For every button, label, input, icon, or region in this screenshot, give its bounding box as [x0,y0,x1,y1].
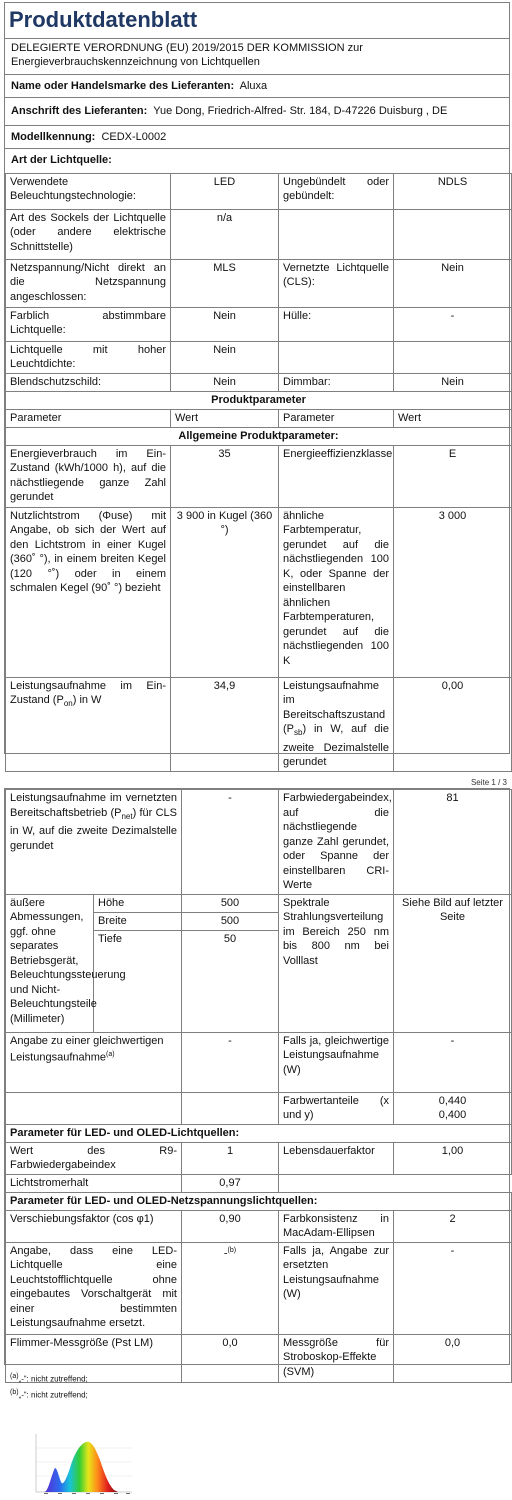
value-cell: 0,97 [182,1174,279,1192]
value-cell: 34,9 [171,677,279,771]
footnote-a [10,1372,88,1385]
table-row [6,1174,512,1192]
page-title: Produktdatenblatt [5,3,509,39]
address-label: Anschrift des Lieferanten: [11,104,148,117]
general-params-heading: Allgemeine Produktparameter: [6,427,512,445]
label-cell: Art des Sockels der Lichtquelle (oder andere elektrische Schnittstelle) [6,209,171,259]
label-cell [6,1032,182,1092]
label-cell: Messgröße für Stroboskop-Effekte (SVM) [279,1334,394,1382]
table-row [6,209,512,259]
table-row [6,790,512,895]
value-cell: 1,00 [394,1142,512,1174]
footnote-b [10,1388,88,1401]
model-label: Modellkennung: [11,130,96,143]
value-cell: 0,0 [182,1334,279,1382]
label-cell: Farblich abstimmbare Lichtquelle: [6,307,171,341]
value-cell [394,209,512,259]
chroma-y: 0,400 [438,1109,467,1121]
model-row [5,126,509,149]
label-text: ) in W, auf die zweite Dezimalstelle gerundet [283,723,389,769]
dimensions-row [6,894,512,912]
dim-value: 500 [182,894,279,912]
label-cell: Nutzlichtstrom (Φuse) mit Angabe, ob sich der Wert auf den Lichtstrom in einer Kugel (360˚ °), in einem breiten Kegel (120 °˚) oder in einem schmalen Kegel (90˚ °) bezieht [6,507,171,677]
parameters-table-continued [5,789,512,1383]
label-cell: Netzspannung/Nicht direkt an die Netzspannung angeschlossen: [6,259,171,307]
footnote-mark: (b) [10,1389,19,1396]
table-row [6,507,512,677]
label-cell: Dimmbar: [279,373,394,391]
value-cell: 0,00 [394,677,512,771]
table-row [6,259,512,307]
dim-value: 50 [182,930,279,1032]
param-header-row [6,409,512,427]
value-cell: - [394,1032,512,1092]
label-cell: Blendschutzschild: [6,373,171,391]
table-row [6,1032,512,1092]
dimensions-label: äußere Abmessungen, ggf. ohne separates Betriebsgerät, Beleuchtungssteuerung und Nicht-Beleuchtungsteile (Millimeter) [6,894,94,1032]
dim-label: Höhe [94,894,182,912]
label-cell: Energieeffizienzklasse [279,445,394,507]
regulation-intro: DELEGIERTE VERORDNUNG (EU) 2019/2015 DER KOMMISSION zur Energieverbrauchskennzeichnung von Lichtquellen [5,39,509,75]
table-row [6,373,512,391]
value-cell: - [394,1242,512,1334]
empty-cell [182,1092,279,1124]
column-header: Parameter [6,409,171,427]
value-cell: - [182,1032,279,1092]
label-text: ) in W [72,694,102,707]
light-source-type-heading [5,149,509,173]
label-text: ) für CLS in W, auf die zweite Dezimalstelle gerundet [10,806,177,852]
table-row [6,1242,512,1334]
label-cell: Lichtquelle mit hoher Leuchtdichte: [6,341,171,373]
section-heading-row [6,1124,512,1142]
label-cell: Verschiebungsfaktor (cos φ1) [6,1210,182,1242]
value-cell: MLS [171,259,279,307]
column-header: Wert [394,409,512,427]
value-cell: 0,0 [394,1334,512,1382]
model-value: CEDX-L0002 [101,130,167,143]
value-cell: 3 000 [394,507,512,677]
empty-cell [279,1174,512,1192]
page-number: Seite 1 / 3 [470,778,507,787]
table-row [6,677,512,771]
value-cell: 1 [182,1142,279,1174]
label-cell: ähnliche Farbtemperatur, gerundet auf die nächstliegenden 100 K, oder Spanne der einstellbaren ähnlichen Farbtemperaturen, gerundet auf die nächstliegenden 100 K [279,507,394,677]
label-cell: Hülle: [279,307,394,341]
value-cell: Nein [394,373,512,391]
label-cell: Energieverbrauch im Ein-Zustand (kWh/1000 h), auf die nächstliegende ganze Zahl gerundet [6,445,171,507]
led-mains-heading: Parameter für LED- und OLED-Netzspannungslichtquellen: [6,1192,512,1210]
label-cell: Lebensdauerfaktor [279,1142,394,1174]
value-cell: 0,90 [182,1210,279,1242]
label-subscript: on [63,699,73,709]
value-cell: 3 900 in Kugel (360 °) [171,507,279,677]
label-cell: Farbkonsistenz in MacAdam-Ellipsen [279,1210,394,1242]
table-row [6,173,512,209]
chroma-x: 0,440 [438,1094,467,1107]
footnote-mark: (a) [106,1051,115,1058]
label-cell: Farbwertanteile (x und y) [279,1092,394,1124]
column-header: Wert [171,409,279,427]
value-cell: 2 [394,1210,512,1242]
label-cell: Lichtstromerhalt [6,1174,182,1192]
label-cell: Vernetzte Lichtquelle (CLS): [279,259,394,307]
label-cell: Falls ja, Angabe zur ersetzten Leistungsaufnahme (W) [279,1242,394,1334]
label-subscript: net [121,811,133,821]
dim-value: 500 [182,912,279,930]
spectral-distribution-image [28,1430,136,1500]
light-source-table [5,173,512,772]
datasheet-page-1 [4,2,510,769]
section-heading-row [6,427,512,445]
supplier-row [5,75,509,98]
section-heading-row [6,391,512,409]
value-cell: - [182,790,279,895]
supplier-label: Name oder Handelsmarke des Lieferanten: [11,79,235,92]
spectrum-ticks [44,1493,130,1494]
value-cell: 35 [171,445,279,507]
value-cell: LED [171,173,279,209]
label-text: Leistungsaufnahme im vernetzten Bereitschaftsbetrieb (P [10,792,177,819]
table-row [6,1210,512,1242]
value-cell: Nein [171,373,279,391]
datasheet-page-2 [4,788,510,1378]
value-cell [182,1242,279,1334]
supplier-value: Aluxa [239,79,268,92]
table-row [6,307,512,341]
value-text: - [223,1247,228,1260]
footnote-mark: (b) [227,1246,237,1254]
dim-label: Tiefe [94,930,182,1032]
label-text: Angabe zu einer gleichwertigen Leistungsaufnahme [10,1034,164,1064]
value-cell: E [394,445,512,507]
label-cell: Farbwiedergabeindex, auf die nächstliegende ganze Zahl gerundet, oder Spanne der einstellbaren CRI-Werte [279,790,394,895]
spectrum-curve [44,1442,118,1492]
value-cell: n/a [171,209,279,259]
label-cell [279,677,394,771]
table-row [6,1092,512,1124]
value-cell [394,341,512,373]
label-subscript: sb [294,728,303,738]
label-text: Leistungsaufnahme im Ein-Zustand (P [10,679,166,707]
label-cell [6,677,171,771]
section-heading-row [6,1192,512,1210]
footnote-text: „-“: nicht zutreffend; [18,1374,88,1384]
value-cell: Nein [171,307,279,341]
value-cell [394,1092,512,1124]
label-cell [279,209,394,259]
label-cell: Angabe, dass eine LED-Lichtquelle eine Leuchtstofflichtquelle ohne eingebautes Vorschaltgerät mit einer bestimmten Leistungsaufnahme ersetzt. [6,1242,182,1334]
light-source-type-label: Art der Lichtquelle: [11,153,112,166]
value-cell: 81 [394,790,512,895]
label-cell: Spektrale Strahlungsverteilung im Bereich 250 nm bis 800 nm bei Volllast [279,894,394,1032]
label-text: Leistungsaufnahme im Bereitschaftszustand (P [283,679,386,736]
label-cell [6,790,182,895]
label-cell: Wert des R9-Farbwiedergabeindex [6,1142,182,1174]
address-value: Yue Dong, Friedrich-Alfred- Str. 184, D-47226 Duisburg , DE [153,104,448,117]
label-cell: Verwendete Beleuchtungstechnologie: [6,173,171,209]
value-cell: - [394,307,512,341]
table-row [6,341,512,373]
value-cell: Nein [394,259,512,307]
value-cell: Nein [171,341,279,373]
dim-label: Breite [94,912,182,930]
led-params-heading: Parameter für LED- und OLED-Lichtquellen: [6,1124,512,1142]
label-cell: Flimmer-Messgröße (Pst LM) [6,1334,182,1382]
footnote-mark: (a) [10,1373,19,1380]
label-cell [279,341,394,373]
value-cell: NDLS [394,173,512,209]
label-cell: Falls ja, gleichwertige Leistungsaufnahme (W) [279,1032,394,1092]
footnote-text: „-“: nicht zutreffend; [18,1390,88,1400]
empty-cell [6,1092,182,1124]
table-row [6,445,512,507]
value-cell: Siehe Bild auf letzter Seite [394,894,512,1032]
product-params-heading: Produktparameter [6,391,512,409]
label-cell: Ungebündelt oder gebündelt: [279,173,394,209]
table-row [6,1142,512,1174]
address-row [5,98,509,126]
column-header: Parameter [279,409,394,427]
